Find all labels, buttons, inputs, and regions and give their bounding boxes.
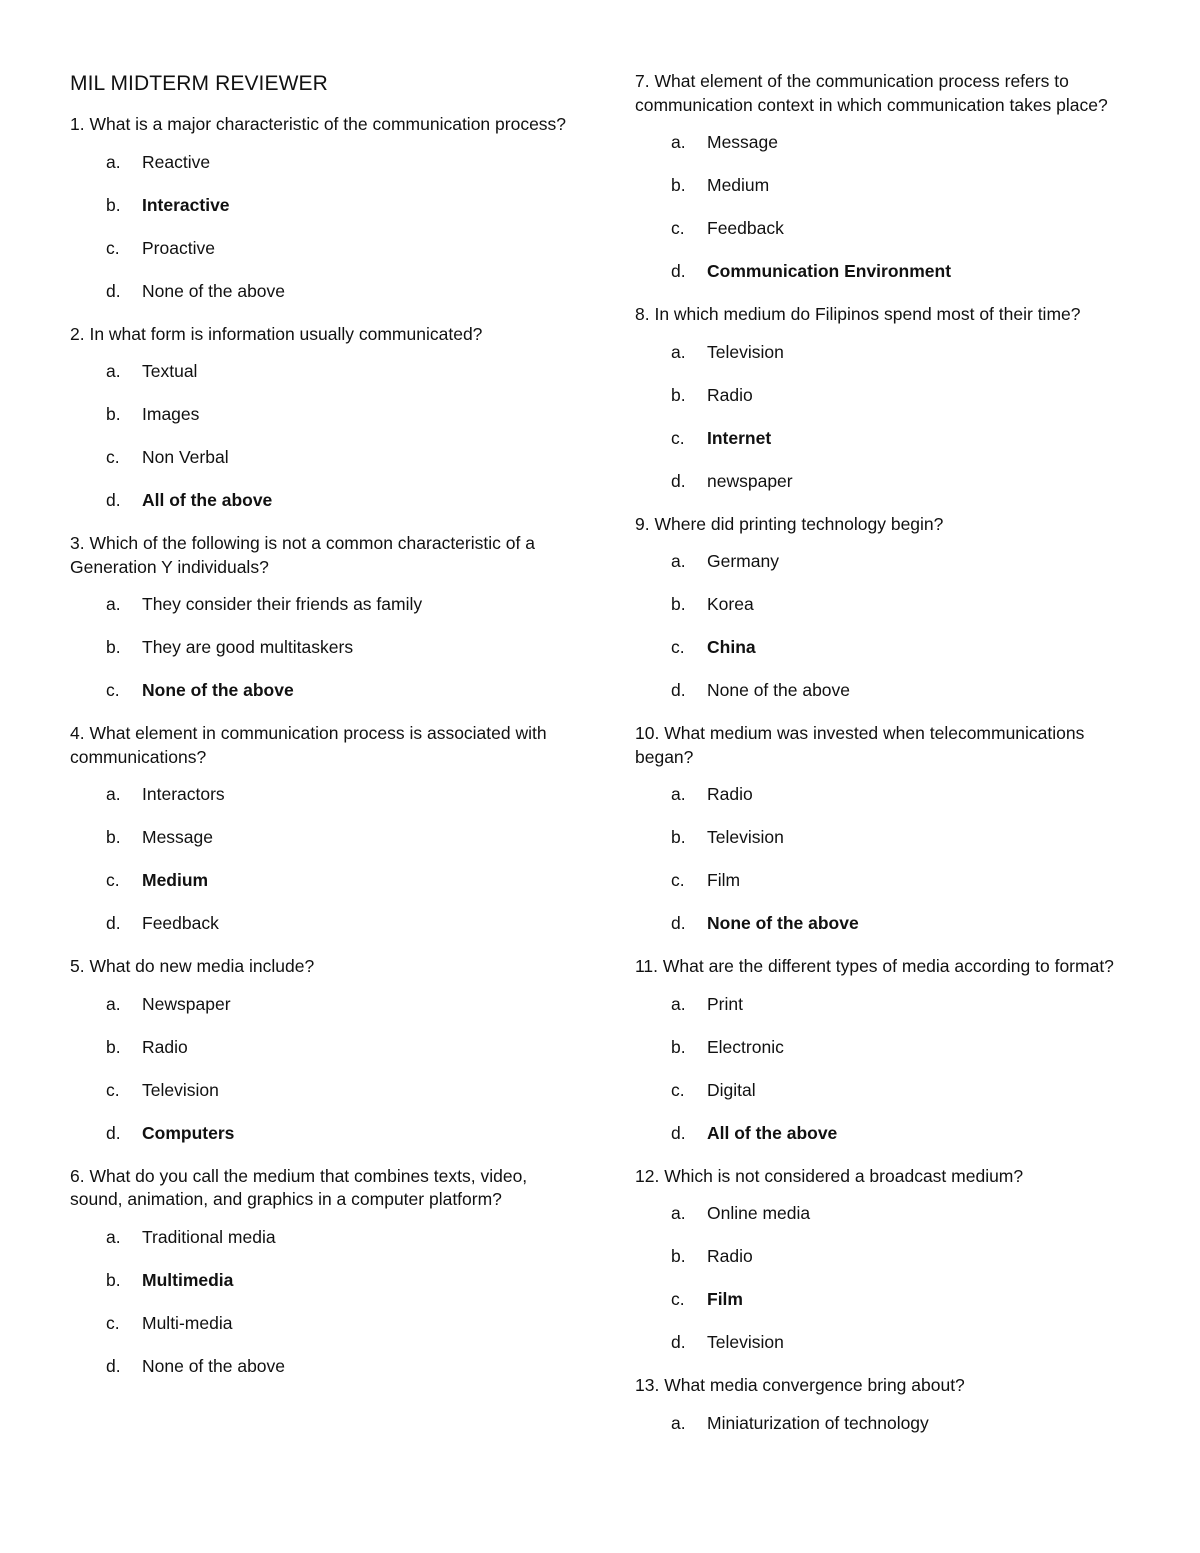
option-text: Newspaper [142, 993, 231, 1014]
option [70, 403, 570, 427]
option-text: Medium [142, 870, 209, 890]
option-letter: a. [106, 361, 121, 381]
option-text: Korea [707, 594, 754, 614]
option-letter: d. [671, 470, 686, 491]
option-letter: b. [106, 827, 121, 847]
option [635, 783, 1135, 807]
question-text: 4. What element in communication process is associated with communications? [70, 723, 547, 767]
option [70, 1036, 570, 1060]
option-text: Television [142, 1079, 219, 1100]
option-letter: b. [671, 1246, 686, 1266]
option [635, 869, 1135, 893]
option-letter: d. [671, 261, 686, 281]
option [635, 1079, 1135, 1103]
option [635, 1331, 1135, 1355]
option-text: Radio [707, 1246, 753, 1266]
option-list [70, 593, 570, 703]
question-text: 12. Which is not considered a broadcast medium? [635, 1165, 1024, 1186]
option-list [635, 993, 1135, 1146]
option-letter: a. [106, 151, 121, 172]
option [70, 1312, 570, 1336]
option [635, 826, 1135, 850]
option-list [70, 360, 570, 513]
option [635, 679, 1135, 703]
question-block [635, 513, 1135, 703]
option-text: Multimedia [142, 1269, 234, 1290]
option-letter: d. [671, 913, 686, 933]
option-text: Print [707, 993, 743, 1014]
answer-option [635, 427, 1135, 451]
option-text: Digital [707, 1079, 756, 1100]
document-title: MIL MIDTERM REVIEWER [70, 72, 328, 95]
question-text: 6. What do you call the medium that combines texts, video, sound, animation, and graphics in a computer platform? [70, 1165, 528, 1209]
option-letter: c. [671, 870, 685, 890]
question-block [70, 113, 570, 303]
option-text: They are good multitaskers [142, 637, 354, 657]
answer-option [70, 1269, 570, 1293]
option-text: Film [707, 1289, 743, 1309]
option [70, 1226, 570, 1250]
option-text: Non Verbal [142, 447, 229, 467]
option-letter: a. [671, 132, 686, 152]
answer-option [70, 194, 570, 218]
option-text: Communication Environment [707, 261, 952, 281]
option-list [635, 1412, 1135, 1436]
answer-option [635, 1122, 1135, 1146]
option-text: Feedback [142, 913, 219, 933]
option-letter: c. [106, 447, 120, 467]
option-letter: c. [671, 637, 685, 657]
option-list [635, 131, 1135, 284]
left-column [70, 70, 570, 1398]
answer-option [635, 260, 1135, 284]
right-column [635, 70, 1135, 1455]
option-list [70, 1226, 570, 1379]
answer-option [70, 869, 570, 893]
option [70, 593, 570, 617]
right-question-list [635, 70, 1135, 1435]
option-text: Germany [707, 551, 779, 571]
option-letter: a. [671, 551, 686, 571]
answer-option [635, 912, 1135, 936]
question-block [635, 1165, 1135, 1355]
question-block [70, 955, 570, 1145]
option-letter: b. [106, 1269, 121, 1290]
option-letter: c. [106, 1312, 120, 1333]
option [635, 174, 1135, 198]
option-list [70, 783, 570, 936]
option-letter: c. [106, 870, 120, 890]
option-list [70, 993, 570, 1146]
question-text: 7. What element of the communication process refers to communication context in which communication takes place? [635, 71, 1108, 115]
option [635, 1245, 1135, 1269]
answer-option [70, 1122, 570, 1146]
option-text: Television [707, 341, 784, 362]
question-text: 5. What do new media include? [70, 956, 315, 976]
option-letter: b. [671, 594, 686, 614]
option-letter: b. [671, 175, 686, 195]
option-text: Interactors [142, 784, 225, 804]
option-list [635, 783, 1135, 936]
option-text: Radio [707, 784, 753, 804]
option-letter: c. [106, 237, 120, 258]
option [635, 1202, 1135, 1226]
option-list [635, 550, 1135, 703]
option-letter: a. [671, 1203, 686, 1223]
option-letter: a. [106, 993, 121, 1014]
option [635, 131, 1135, 155]
question-block [70, 323, 570, 513]
option-text: All of the above [707, 1122, 838, 1143]
option-letter: a. [671, 1412, 686, 1433]
question-text: 11. What are the different types of media according to format? [635, 956, 1114, 976]
option-text: Television [707, 1332, 784, 1352]
option-letter: a. [106, 784, 121, 804]
option-text: Computers [142, 1122, 235, 1143]
question-text: 13. What media convergence bring about? [635, 1375, 965, 1395]
option [70, 1079, 570, 1103]
option-text: All of the above [142, 490, 273, 510]
option-list [635, 1202, 1135, 1355]
option-text: Proactive [142, 237, 215, 258]
option-text: Textual [142, 361, 198, 381]
option-letter: a. [106, 594, 121, 614]
option-text: Message [707, 132, 779, 152]
option-letter: d. [106, 913, 121, 933]
option-letter: d. [671, 680, 686, 700]
question-block [70, 1165, 570, 1379]
question-text: 8. In which medium do Filipinos spend most of their time? [635, 304, 1081, 324]
option [635, 217, 1135, 241]
option-text: Electronic [707, 1036, 784, 1057]
left-question-list [70, 113, 570, 1378]
option-letter: d. [671, 1122, 686, 1143]
option-list [635, 341, 1135, 494]
option-text: Radio [142, 1036, 188, 1057]
question-block [635, 303, 1135, 493]
answer-option [635, 1288, 1135, 1312]
option-letter: a. [671, 993, 686, 1014]
option-letter: c. [106, 1079, 120, 1100]
answer-option [70, 489, 570, 513]
option [70, 446, 570, 470]
option [635, 384, 1135, 408]
option-letter: c. [671, 218, 685, 238]
option [635, 550, 1135, 574]
option-letter: d. [106, 1122, 121, 1143]
option [70, 1355, 570, 1379]
option-text: Feedback [707, 218, 784, 238]
question-text: 2. In what form is information usually communicated? [70, 323, 483, 344]
option-letter: b. [671, 384, 686, 405]
option-text: None of the above [707, 913, 859, 933]
option [635, 593, 1135, 617]
option-text: China [707, 637, 756, 657]
option [70, 151, 570, 175]
option-text: Interactive [142, 194, 230, 215]
option-text: newspaper [707, 470, 793, 491]
question-block [635, 955, 1135, 1145]
option-text: None of the above [142, 680, 294, 700]
question-text: 10. What medium was invested when telecommunications began? [635, 723, 1085, 767]
option-letter: a. [671, 784, 686, 804]
option-text: None of the above [142, 1355, 286, 1376]
option-text: None of the above [707, 680, 851, 700]
option-text: They consider their friends as family [142, 594, 423, 614]
option [635, 470, 1135, 494]
option-letter: b. [106, 1036, 121, 1057]
option [635, 341, 1135, 365]
option-letter: c. [106, 680, 120, 700]
question-block [635, 1374, 1135, 1435]
option [70, 993, 570, 1017]
option [635, 993, 1135, 1017]
option-letter: c. [671, 1289, 685, 1309]
question-text: 3. Which of the following is not a common characteristic of a Generation Y individuals? [70, 533, 535, 577]
option-text: Television [707, 827, 784, 847]
option-text: Internet [707, 427, 772, 448]
option-text: Radio [707, 384, 753, 405]
option-letter: d. [671, 1332, 686, 1352]
option-letter: b. [106, 404, 121, 424]
option [70, 912, 570, 936]
option-text: Film [707, 870, 741, 890]
option [70, 237, 570, 261]
option-letter: b. [671, 1036, 686, 1057]
option [635, 1036, 1135, 1060]
option-letter: a. [671, 341, 686, 362]
option [635, 1412, 1135, 1436]
option [70, 280, 570, 304]
option-text: Online media [707, 1203, 811, 1223]
option-letter: b. [106, 194, 121, 215]
option-letter: b. [106, 637, 121, 657]
option-letter: b. [671, 827, 686, 847]
option [70, 636, 570, 660]
option [70, 826, 570, 850]
option-letter: d. [106, 1355, 121, 1376]
option-text: Traditional media [142, 1226, 276, 1247]
option [70, 360, 570, 384]
question-block [70, 722, 570, 936]
option-letter: d. [106, 280, 121, 301]
option-text: Miniaturization of technology [707, 1412, 929, 1433]
option [70, 783, 570, 807]
option-letter: a. [106, 1226, 121, 1247]
answer-option [70, 679, 570, 703]
option-text: Reactive [142, 151, 211, 172]
question-text: 9. Where did printing technology begin? [635, 513, 944, 534]
question-block [70, 532, 570, 703]
question-block [635, 70, 1135, 284]
option-text: Images [142, 404, 200, 424]
question-text: 1. What is a major characteristic of the communication process? [70, 114, 567, 134]
option-text: Message [142, 827, 214, 847]
option-list [70, 151, 570, 304]
question-block [635, 722, 1135, 936]
option-letter: c. [671, 427, 685, 448]
option-text: Medium [707, 175, 770, 195]
option-text: None of the above [142, 280, 286, 301]
option-text: Multi-media [142, 1312, 233, 1333]
answer-option [635, 636, 1135, 660]
option-letter: d. [106, 490, 121, 510]
option-letter: c. [671, 1079, 685, 1100]
